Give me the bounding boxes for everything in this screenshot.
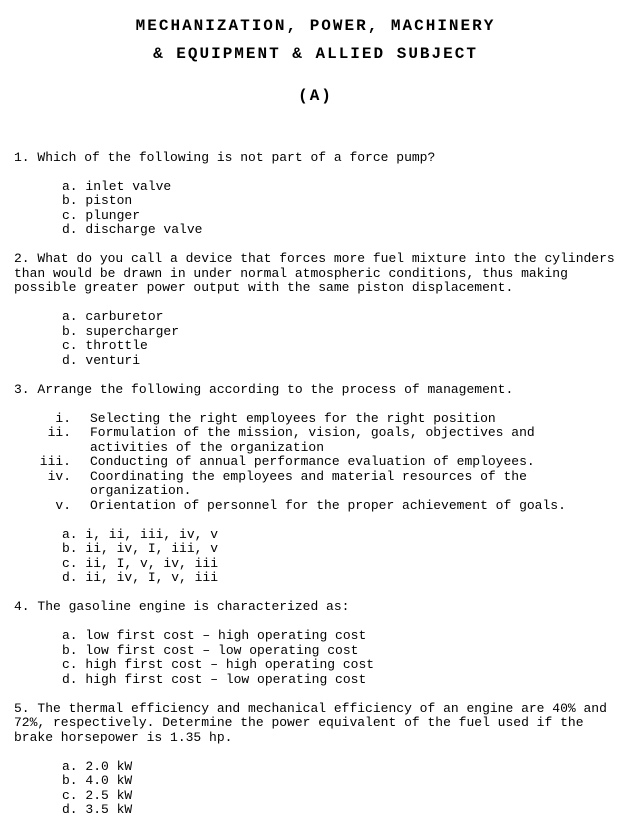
option-c: c. 2.5 kW bbox=[62, 787, 133, 803]
question-text: 5. The thermal efficiency and mechanical efficiency of an engine are 40% and 72%, respectively. Determine the power equivalent of the fuel used if the brake horsepower is 1.35 hp. bbox=[14, 700, 607, 745]
document-title-line1: MECHANIZATION, POWER, MACHINERY bbox=[135, 17, 496, 35]
option-a: a. inlet valve bbox=[62, 178, 172, 194]
option-d: d. 3.5 kW bbox=[62, 802, 133, 817]
option-b: b. ii, iv, I, iii, v bbox=[62, 541, 219, 556]
roman-numeral: ii. bbox=[47, 425, 71, 440]
roman-item-iv bbox=[14, 470, 617, 499]
option-a: a. 2.0 kW bbox=[62, 758, 133, 774]
option-b: b. 4.0 kW bbox=[62, 773, 133, 788]
document-header bbox=[14, 12, 617, 104]
document-title-line2: & EQUIPMENT & ALLIED SUBJECT bbox=[153, 45, 478, 63]
options-list bbox=[14, 180, 617, 238]
option-b: b. low first cost – low operating cost bbox=[62, 642, 359, 658]
section-label: (A) bbox=[298, 87, 333, 105]
option-c: c. ii, I, v, iv, iii bbox=[62, 555, 219, 571]
option-b: b. piston bbox=[62, 193, 133, 208]
option-a: a. carburetor bbox=[62, 309, 164, 324]
options-list bbox=[14, 528, 617, 586]
roman-item-iii bbox=[14, 455, 617, 470]
option-d: d. high first cost – low operating cost bbox=[62, 671, 367, 687]
option-c: c. plunger bbox=[62, 207, 141, 223]
question-1 bbox=[14, 151, 617, 238]
roman-text: Coordinating the employees and material resources of the organization. bbox=[90, 468, 527, 498]
option-a: a. i, ii, iii, iv, v bbox=[62, 526, 219, 542]
option-c: c. throttle bbox=[62, 338, 148, 353]
roman-numeral: iii. bbox=[39, 454, 71, 469]
roman-text: Selecting the right employees for the right position bbox=[90, 410, 496, 426]
question-list bbox=[14, 151, 617, 818]
roman-item-i bbox=[14, 412, 617, 427]
roman-numeral: iv. bbox=[47, 468, 71, 484]
roman-text: Orientation of personnel for the proper achievement of goals. bbox=[90, 497, 566, 513]
options-list bbox=[14, 629, 617, 687]
option-b: b. supercharger bbox=[62, 323, 180, 339]
roman-text: Conducting of annual performance evaluation of employees. bbox=[90, 454, 535, 469]
question-text: 4. The gasoline engine is characterized as: bbox=[14, 599, 350, 614]
option-d: d. venturi bbox=[62, 352, 141, 368]
roman-text: Formulation of the mission, vision, goals, objectives and activities of the organization bbox=[90, 425, 535, 455]
roman-list bbox=[14, 412, 617, 514]
option-a: a. low first cost – high operating cost bbox=[62, 628, 367, 643]
question-5 bbox=[14, 702, 617, 818]
question-4 bbox=[14, 600, 617, 687]
options-list bbox=[14, 760, 617, 818]
option-d: d. discharge valve bbox=[62, 222, 203, 237]
question-text: 3. Arrange the following according to the process of management. bbox=[14, 381, 514, 397]
roman-numeral: v. bbox=[55, 497, 71, 513]
question-text: 1. Which of the following is not part of a force pump? bbox=[14, 149, 436, 165]
question-3 bbox=[14, 383, 617, 586]
roman-item-ii bbox=[14, 426, 617, 455]
option-c: c. high first cost – high operating cost bbox=[62, 657, 375, 672]
option-d: d. ii, iv, I, v, iii bbox=[62, 570, 219, 585]
roman-numeral: i. bbox=[55, 410, 71, 426]
question-2 bbox=[14, 252, 617, 368]
question-text: 2. What do you call a device that forces more fuel mixture into the cylinders than would be drawn in under normal atmospheric conditions, thus making possible greater power output with the same piston displacement. bbox=[14, 251, 615, 295]
roman-item-v bbox=[14, 499, 617, 514]
options-list bbox=[14, 310, 617, 368]
